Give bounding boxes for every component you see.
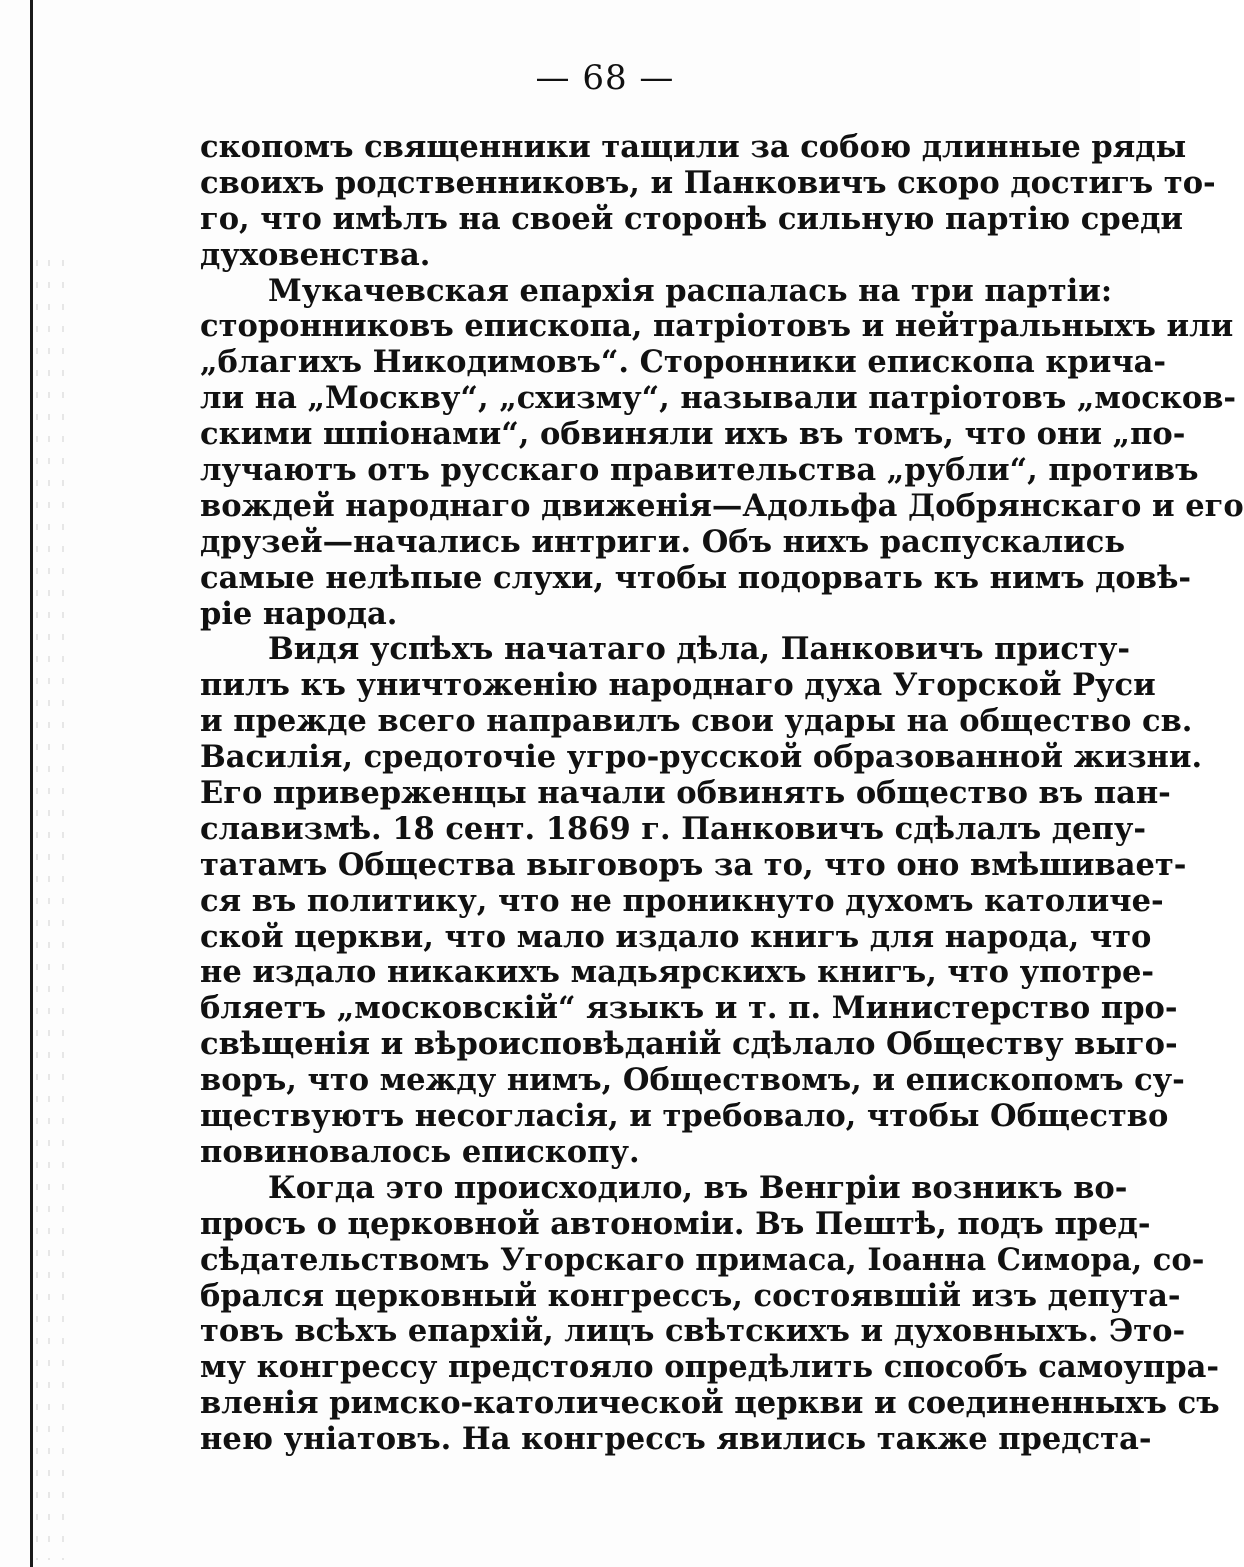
text-line: татамъ Общества выговоръ за то, что оно вмѣшивает-	[200, 846, 1187, 883]
body-text	[200, 129, 1244, 1458]
text-line: му конгрессу предстояло опредѣлить способъ самоупра-	[200, 1349, 1220, 1386]
text-line: ществуютъ несогласія, и требовало, чтобы Общество	[200, 1098, 1169, 1135]
binding-scan-noise	[36, 260, 76, 1560]
text-line: ли на „Москву“, „схизму“, называли патріотовъ „москов-	[200, 380, 1237, 417]
text-line: ся въ политику, что не проникнуто духомъ католиче-	[200, 882, 1164, 919]
text-line: сторонниковъ епископа, патріотовъ и нейтральныхъ или	[200, 308, 1234, 345]
text-line-paragraph-start: Видя успѣхъ начатаго дѣла, Панковичъ присту-	[268, 631, 1131, 668]
text-line: брался церковный конгрессъ, состоявшій изъ депута-	[200, 1277, 1181, 1314]
text-line: лучаютъ отъ русскаго правительства „рубли“, противъ	[200, 452, 1199, 489]
binding-edge	[30, 0, 33, 1567]
text-line: самые нелѣпые слухи, чтобы подорвать къ нимъ довѣ-	[200, 559, 1192, 596]
text-line: сѣдательствомъ Угорскаго примаса, Іоанна Симора, со-	[200, 1241, 1205, 1278]
page-number: — 68 —	[535, 58, 675, 98]
text-line: скими шпіонами“, обвиняли ихъ въ томъ, что они „по-	[200, 416, 1186, 453]
text-line: и прежде всего направилъ свои удары на общество св.	[200, 703, 1193, 740]
text-line: воръ, что между нимъ, Обществомъ, и епископомъ су-	[200, 1062, 1185, 1099]
text-line: Его приверженцы начали обвинять общество въ пан-	[200, 775, 1171, 812]
text-line: свѣщенія и вѣроисповѣданій сдѣлало Обществу выго-	[200, 1026, 1178, 1063]
text-line: просъ о церковной автономіи. Въ Пештѣ, подъ пред-	[200, 1205, 1151, 1242]
text-line: нею уніатовъ. На конгрессъ явились также предста-	[200, 1421, 1152, 1458]
text-line: ріе народа.	[200, 595, 398, 632]
text-line: не издало никакихъ мадьярскихъ книгъ, что употре-	[200, 954, 1155, 991]
text-line-paragraph-start: Когда это происходило, въ Венгріи возникъ во-	[268, 1169, 1128, 1206]
text-line: вождей народнаго движенія—Адольфа Добрянскаго и его	[200, 487, 1244, 524]
text-line: товъ всѣхъ епархій, лицъ свѣтскихъ и духовныхъ. Это-	[200, 1313, 1186, 1350]
text-line: духовенства.	[200, 236, 431, 273]
text-line: повиновалось епископу.	[200, 1133, 640, 1170]
text-line: вленія римско-католической церкви и соединенныхъ съ	[200, 1385, 1220, 1422]
text-line: бляетъ „московскій“ языкъ и т. п. Министерство про-	[200, 990, 1178, 1027]
text-line: скопомъ священники тащили за собою длинные ряды	[200, 129, 1187, 165]
text-line: друзей—начались интриги. Объ нихъ распускались	[200, 523, 1126, 560]
text-line: ской церкви, что мало издало книгъ для народа, что	[200, 918, 1152, 955]
text-line-paragraph-start: Мукачевская епархія распалась на три партіи:	[268, 272, 1113, 309]
text-line: „благихъ Никодимовъ“. Сторонники епископа крича-	[200, 344, 1167, 381]
text-line: Василія, средоточіе угро-русской образованной жизни.	[200, 739, 1203, 776]
text-line: своихъ родственниковъ, и Панковичъ скоро достигъ то-	[200, 164, 1216, 201]
text-line: го, что имѣлъ на своей сторонѣ сильную партію среди	[200, 200, 1184, 237]
text-line: пилъ къ уничтоженію народнаго духа Угорской Руси	[200, 667, 1156, 704]
text-line: славизмѣ. 18 сент. 1869 г. Панковичъ сдѣлалъ депу-	[200, 810, 1147, 847]
